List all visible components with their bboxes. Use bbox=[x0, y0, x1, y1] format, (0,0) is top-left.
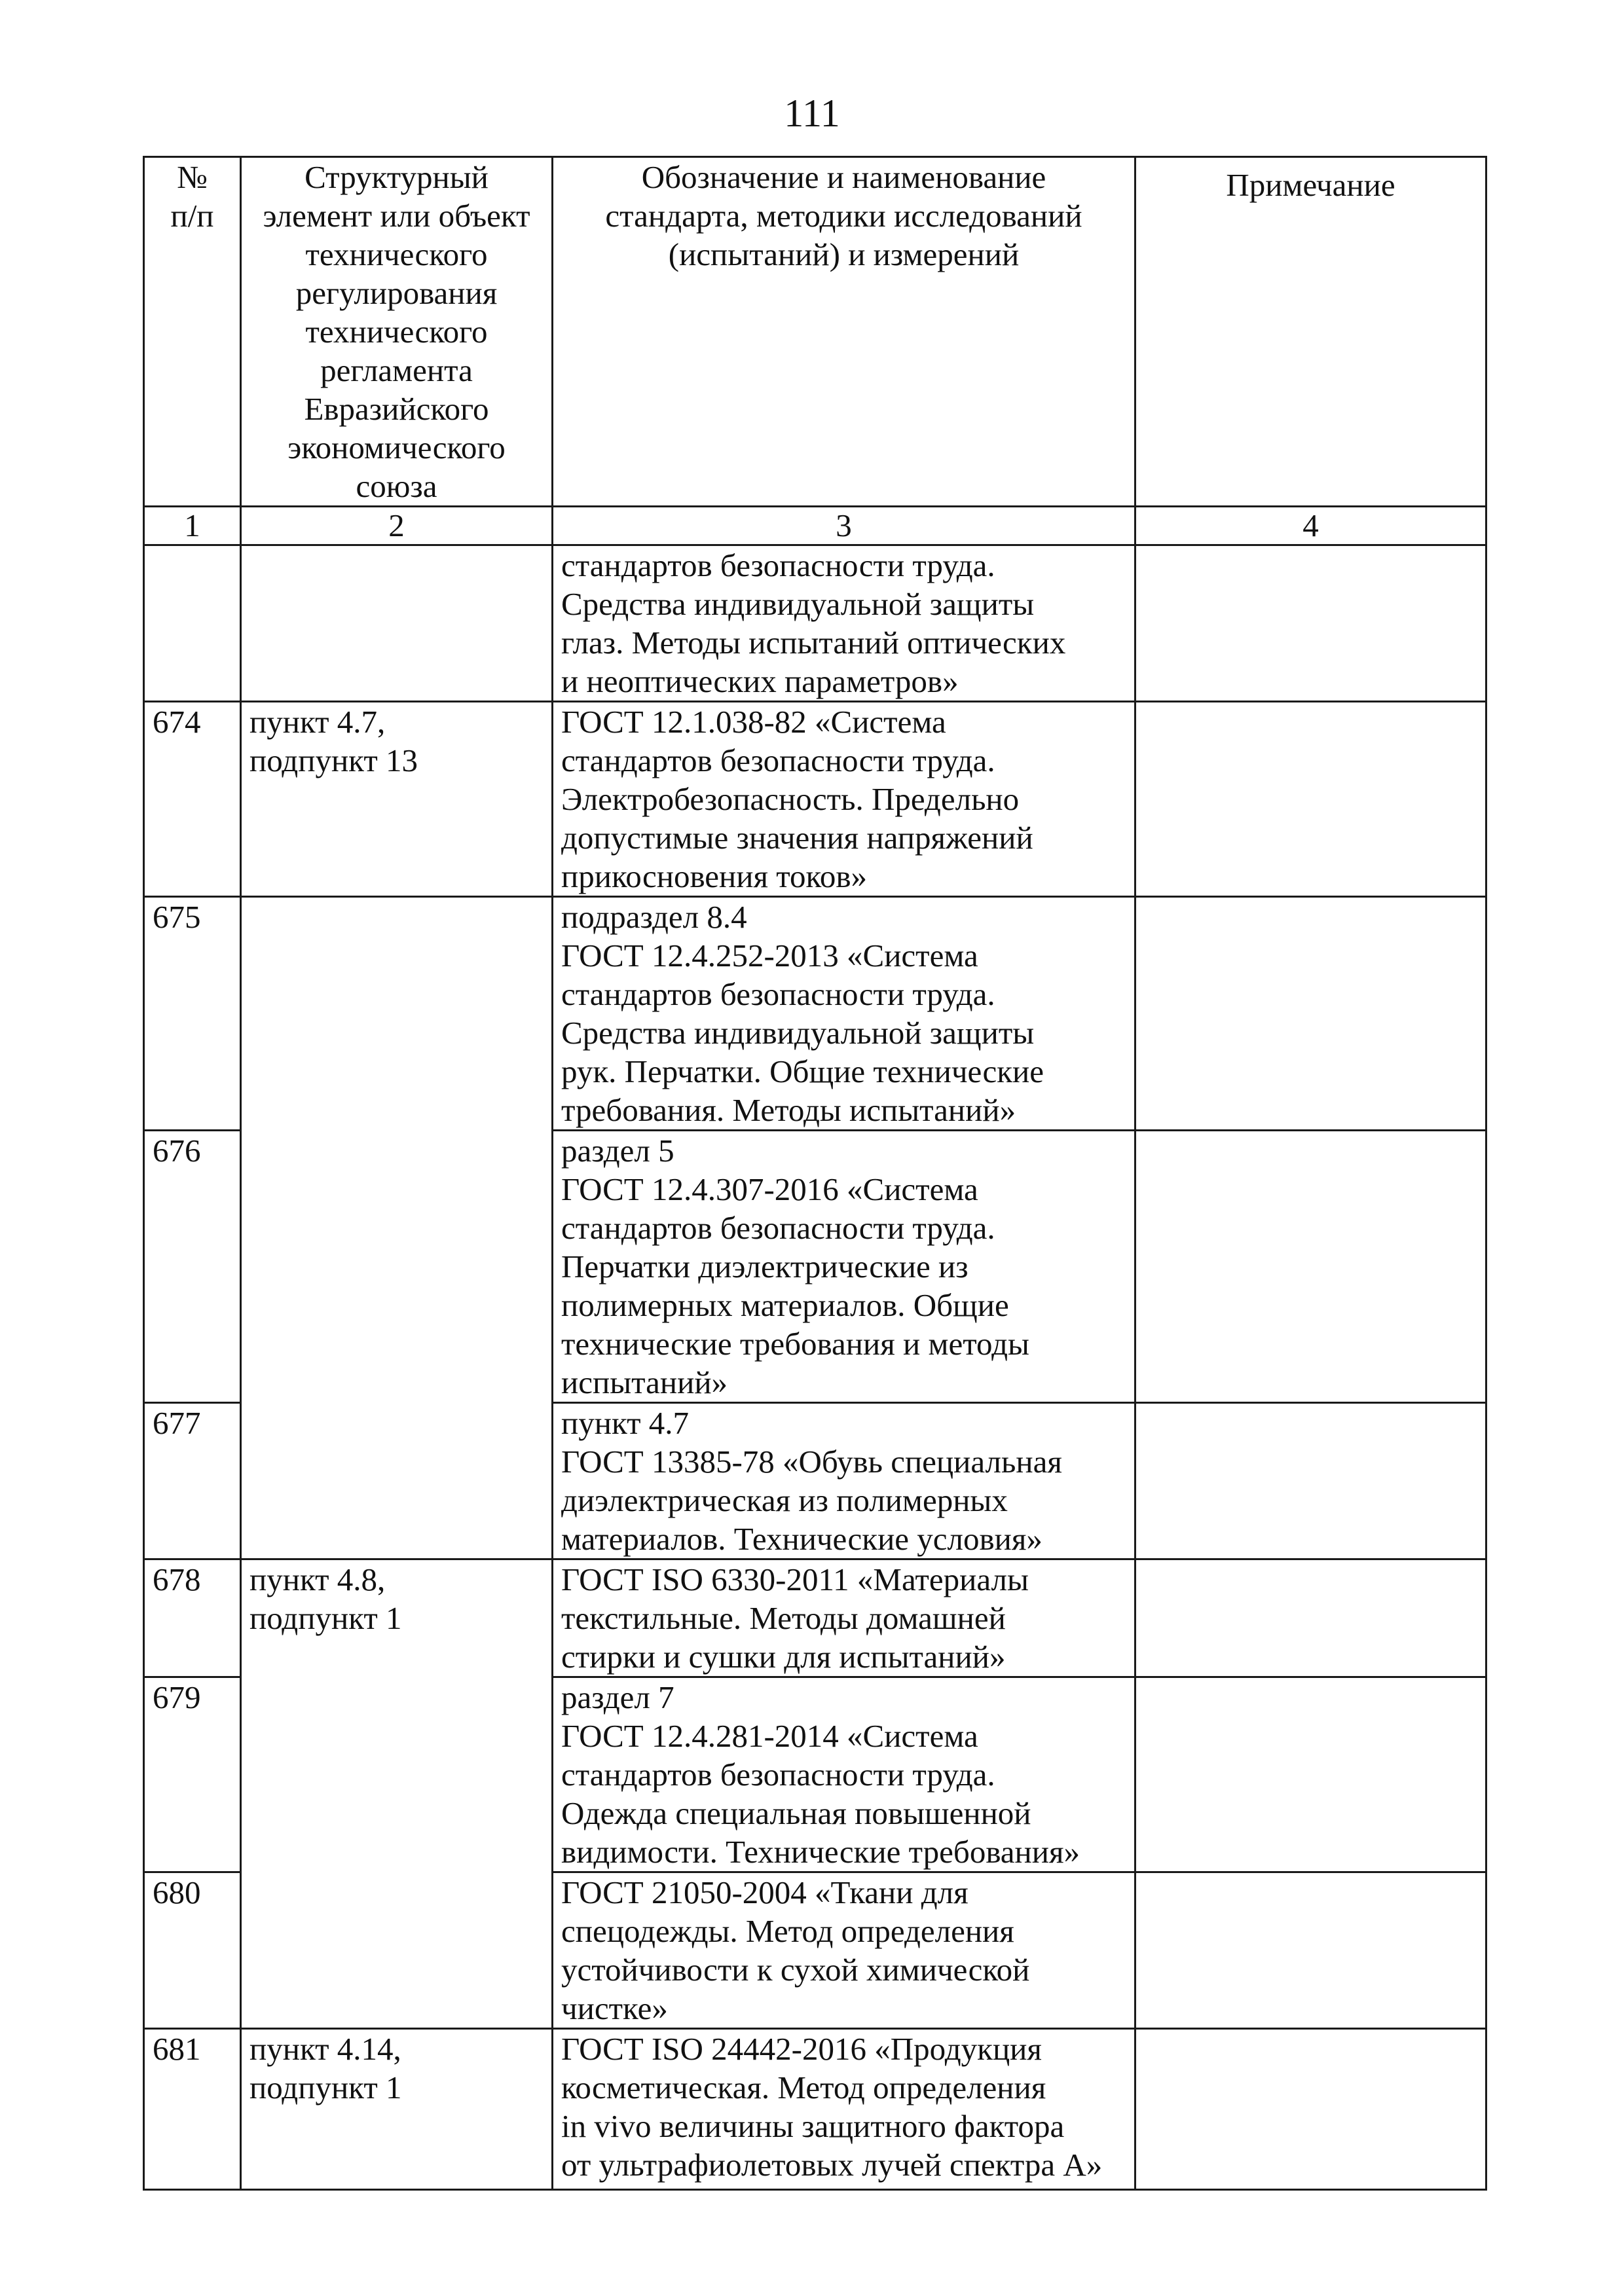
header-line: п/п bbox=[170, 198, 214, 234]
element-line: подпункт 1 bbox=[249, 1600, 402, 1636]
row-element bbox=[241, 545, 553, 702]
header-notes: Примечание bbox=[1135, 157, 1486, 507]
header-line: технического bbox=[305, 236, 488, 272]
row-number: 677 bbox=[144, 1403, 241, 1559]
row-number: 680 bbox=[144, 1872, 241, 2029]
table-row bbox=[144, 702, 1486, 897]
table-row bbox=[144, 897, 1486, 1131]
row-number: 675 bbox=[144, 897, 241, 1131]
row-number bbox=[144, 545, 241, 702]
row-note bbox=[1135, 702, 1486, 897]
row-note bbox=[1135, 1677, 1486, 1872]
row-standard: раздел 7 ГОСТ 12.4.281-2014 «Система стандартов безопасности труда. Одежда специальная повышенной видимости. Технические требования» bbox=[553, 1677, 1135, 1872]
column-number: 1 bbox=[144, 507, 241, 545]
column-number-row bbox=[144, 507, 1486, 545]
row-note bbox=[1135, 1131, 1486, 1403]
header-line: технического bbox=[305, 314, 488, 350]
header-line: союза bbox=[356, 468, 437, 504]
standards-table bbox=[143, 156, 1487, 2191]
table-row bbox=[144, 1559, 1486, 1677]
header-line: регулирования bbox=[295, 275, 498, 311]
element-line: подпункт 1 bbox=[249, 2069, 402, 2105]
column-number: 4 bbox=[1135, 507, 1486, 545]
row-note bbox=[1135, 1403, 1486, 1559]
row-note bbox=[1135, 1872, 1486, 2029]
row-note bbox=[1135, 897, 1486, 1131]
row-standard: пункт 4.7 ГОСТ 13385-78 «Обувь специальная диэлектрическая из полимерных материалов. Технические условия» bbox=[553, 1403, 1135, 1559]
row-element bbox=[241, 2029, 553, 2190]
table-header-row bbox=[144, 157, 1486, 507]
header-number bbox=[144, 157, 241, 507]
header-element bbox=[241, 157, 553, 507]
header-standard bbox=[553, 157, 1135, 507]
header-line: экономического bbox=[287, 429, 506, 465]
row-number: 679 bbox=[144, 1677, 241, 1872]
row-standard: подраздел 8.4 ГОСТ 12.4.252-2013 «Система стандартов безопасности труда. Средства индивидуальной защиты рук. Перчатки. Общие технические требования. Методы испытаний» bbox=[553, 897, 1135, 1131]
header-line: Обозначение и наименование bbox=[641, 159, 1046, 195]
row-standard: ГОСТ ISO 6330-2011 «Материалы текстильные. Методы домашней стирки и сушки для испытаний» bbox=[553, 1559, 1135, 1677]
header-line: элемент или объект bbox=[263, 198, 530, 234]
table-row bbox=[144, 545, 1486, 702]
column-number: 3 bbox=[553, 507, 1135, 545]
row-number: 676 bbox=[144, 1131, 241, 1403]
column-number: 2 bbox=[241, 507, 553, 545]
row-number: 681 bbox=[144, 2029, 241, 2190]
row-note bbox=[1135, 2029, 1486, 2190]
header-line: регламента bbox=[320, 352, 473, 388]
row-element-merged bbox=[241, 897, 553, 1559]
element-line: пункт 4.14, bbox=[249, 2031, 401, 2067]
row-standard: ГОСТ 12.1.038-82 «Система стандартов безопасности труда. Электробезопасность. Предельно допустимые значения напряжений прикосновения токов» bbox=[553, 702, 1135, 897]
row-note bbox=[1135, 545, 1486, 702]
row-number: 678 bbox=[144, 1559, 241, 1677]
header-line: Евразийского bbox=[304, 391, 489, 427]
row-number: 674 bbox=[144, 702, 241, 897]
row-element bbox=[241, 702, 553, 897]
row-note bbox=[1135, 1559, 1486, 1677]
header-line: Структурный bbox=[304, 159, 489, 195]
row-standard: ГОСТ ISO 24442-2016 «Продукция косметическая. Метод определения in vivo величины защитного фактора от ультрафиолетовых лучей спектра А» bbox=[553, 2029, 1135, 2190]
table-row bbox=[144, 2029, 1486, 2190]
header-line: (испытаний) и измерений bbox=[668, 236, 1020, 272]
row-element bbox=[241, 1559, 553, 2029]
header-line: № bbox=[177, 159, 208, 195]
element-line: пункт 4.8, bbox=[249, 1561, 386, 1597]
element-line: подпункт 13 bbox=[249, 742, 418, 778]
row-standard: ГОСТ 21050-2004 «Ткани для спецодежды. Метод определения устойчивости к сухой химической чистке» bbox=[553, 1872, 1135, 2029]
element-line: пункт 4.7, bbox=[249, 704, 386, 740]
page-number: 111 bbox=[784, 92, 840, 135]
header-line: стандарта, методики исследований bbox=[605, 198, 1082, 234]
row-standard: стандартов безопасности труда. Средства индивидуальной защиты глаз. Методы испытаний оптических и неоптических параметров» bbox=[553, 545, 1135, 702]
row-standard: раздел 5 ГОСТ 12.4.307-2016 «Система стандартов безопасности труда. Перчатки диэлектрические из полимерных материалов. Общие технические требования и методы испытаний» bbox=[553, 1131, 1135, 1403]
